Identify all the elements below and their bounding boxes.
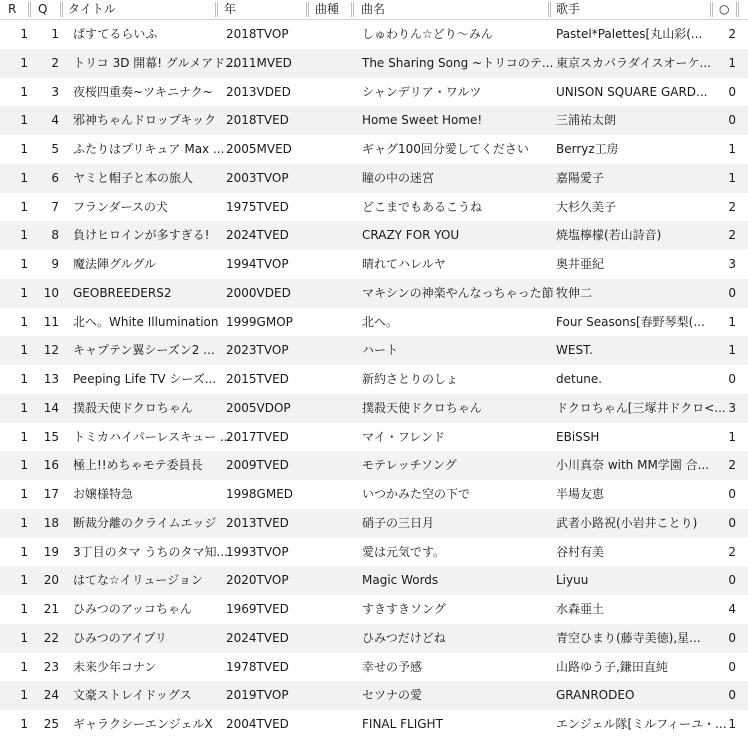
cell-year: 1978TVED [226,659,289,674]
cell-count: 2 [728,458,736,473]
cell-song: ひみつだけどね [362,630,446,645]
cell-count: 1 [728,55,736,70]
cell-song: 北へ。 [362,314,399,329]
cell-artist: 山路ゆう子,鎌田直純 [556,659,668,674]
table-row[interactable] [0,423,748,452]
cell-count: 0 [728,515,736,530]
cell-song: 硝子の三日月 [362,515,435,530]
cell-q: 7 [51,199,59,214]
table-row[interactable] [0,653,748,682]
cell-q: 15 [43,429,59,444]
cell-count: 2 [728,199,736,214]
cell-q: 1 [51,27,59,41]
cell-year: 2019TVOP [226,688,289,703]
header-q[interactable]: Q [38,2,48,16]
cell-song: 撲殺天使ドクロちゃん [362,400,482,415]
cell-artist: Berryz工房 [556,142,619,157]
cell-title: ふたりはプリキュア Max ... [73,142,225,157]
cell-count: 1 [728,142,736,157]
cell-count: 0 [728,573,736,588]
column-resize-handle[interactable] [306,2,309,17]
cell-artist: 谷村有美 [556,544,605,559]
column-resize-handle[interactable] [60,2,63,17]
cell-r: 1 [20,55,28,70]
cell-r: 1 [20,257,28,272]
cell-r: 1 [20,458,28,473]
header-song[interactable]: 曲名 [361,2,386,16]
column-resize-handle[interactable] [351,2,354,17]
cell-q: 4 [51,113,59,128]
cell-song: ハート [362,343,399,358]
cell-title: フランダースの犬 [73,199,168,214]
cell-r: 1 [20,717,28,732]
cell-count: 1 [728,717,736,732]
cell-song: Home Sweet Home! [362,113,483,128]
cell-r: 1 [20,343,28,358]
cell-song: セツナの愛 [362,688,423,703]
cell-r: 1 [20,659,28,674]
cell-title: 夜桜四重奏~ツキニナク~ [73,84,213,99]
cell-count: 0 [728,372,736,387]
cell-count: 2 [728,228,736,243]
cell-title: キャプテン翼シーズン2 ... [73,343,215,358]
cell-year: 2013VDED [226,84,291,99]
cell-count: 0 [728,630,736,645]
cell-song: マキシンの神楽やんなっちゃった節 [362,285,554,300]
cell-artist: Pastel*Palettes[丸山彩(... [556,27,703,41]
table-row[interactable] [0,164,748,193]
cell-song: Magic Words [362,573,439,588]
cell-artist: 水森亜土 [556,602,605,617]
cell-q: 22 [43,630,59,645]
cell-year: 1999GMOP [226,314,293,329]
cell-artist: 武者小路祝(小岩井ことり) [556,515,698,530]
cell-title: Peeping Life TV シーズ... [73,372,217,387]
cell-q: 23 [43,659,59,674]
table-row[interactable] [0,451,748,480]
header-r[interactable]: R [8,2,17,16]
cell-artist: detune. [556,372,603,387]
cell-q: 2 [51,55,59,70]
cell-r: 1 [20,142,28,157]
cell-artist: 半場友恵 [556,487,605,502]
cell-q: 24 [43,688,59,703]
cell-year: 2003TVOP [226,170,289,185]
cell-artist: 奥井亜紀 [556,257,605,272]
cell-title: ぱすてるらいふ [73,27,158,41]
cell-q: 18 [43,515,59,530]
cell-year: 1993TVOP [226,544,289,559]
cell-title: 北へ。White Illumination [73,314,219,329]
cell-year: 2013TVED [226,515,289,530]
cell-title: 撲殺天使ドクロちゃん [73,400,193,415]
cell-song: CRAZY FOR YOU [362,228,460,243]
cell-q: 6 [51,170,59,185]
table-row[interactable] [0,193,748,222]
table-row[interactable] [0,308,748,337]
cell-year: 2024TVED [226,630,289,645]
cell-song: しゅわりん☆どり～みん [362,27,493,41]
cell-r: 1 [20,487,28,502]
cell-title: トリコ 3D 開幕! グルメアド... [73,55,237,70]
header-title[interactable]: タイトル [68,2,116,16]
table-row[interactable] [0,509,748,538]
cell-title: トミカハイパーレスキュー ... [73,429,232,444]
cell-count: 4 [728,602,736,617]
cell-title: 邪神ちゃんドロップキック [73,113,217,128]
cell-title: ひみつのアイプリ [73,630,167,645]
cell-year: 2000VDED [226,285,291,300]
cell-r: 1 [20,515,28,530]
table-row[interactable] [0,394,748,423]
cell-artist: Liyuu [556,573,589,588]
cell-r: 1 [20,113,28,128]
cell-count: 1 [728,314,736,329]
column-resize-handle[interactable] [736,2,739,17]
cell-song: シャンデリア・ワルツ [362,84,482,99]
table-row[interactable] [0,624,748,653]
table-row[interactable] [0,365,748,394]
cell-artist: 嘉陽愛子 [556,170,605,185]
cell-song: The Sharing Song ~トリコのテ... [362,55,554,70]
cell-count: 1 [728,170,736,185]
cell-year: 2004TVED [226,717,289,732]
table-row[interactable] [0,106,748,135]
cell-q: 16 [43,458,59,473]
table-row[interactable] [0,221,748,250]
cell-q: 14 [43,400,59,415]
cell-count: 2 [728,27,736,41]
cell-title: 負けヒロインが多すぎる! [73,228,210,243]
cell-r: 1 [20,429,28,444]
cell-artist: 焼塩檸檬(若山詩音) [556,228,662,243]
cell-q: 19 [43,544,59,559]
cell-song: どこまでもあるこうね [362,199,483,214]
cell-r: 1 [20,314,28,329]
cell-year: 2017TVED [226,429,289,444]
cell-q: 20 [43,573,59,588]
cell-artist: ドクロちゃん[三塚井ドクロ<... [556,400,726,415]
cell-title: はてな☆イリュージョン [73,573,203,588]
cell-year: 2018TVED [226,113,289,128]
cell-title: 3丁目のタマ うちのタマ知... [73,544,228,559]
cell-title: ヤミと帽子と本の旅人 [73,170,194,185]
cell-r: 1 [20,544,28,559]
cell-year: 1969TVED [226,602,289,617]
cell-title: 極上!!めちゃモテ委員長 [73,458,203,473]
cell-r: 1 [20,400,28,415]
table-row[interactable] [0,681,748,710]
cell-title: 文豪ストレイドッグス [73,688,192,703]
cell-count: 2 [728,544,736,559]
cell-song: 幸せの予感 [362,659,423,674]
cell-song: 新約さとりのしょ [362,372,459,387]
cell-year: 2015TVED [226,372,289,387]
cell-song: マイ・フレンド [362,429,445,444]
cell-title: ひみつのアッコちゃん [73,602,192,617]
cell-q: 9 [51,257,59,272]
cell-q: 10 [43,285,59,300]
cell-q: 12 [43,343,59,358]
cell-year: 1994TVOP [226,257,289,272]
table-row[interactable] [0,135,748,164]
table-row[interactable] [0,279,748,308]
cell-title: お嬢様特急 [73,487,134,502]
header-type[interactable]: 曲種 [315,2,340,16]
column-resize-handle[interactable] [548,2,551,17]
cell-count: 0 [728,659,736,674]
cell-count: 1 [728,343,736,358]
cell-year: 2020TVOP [226,573,289,588]
cell-artist: UNISON SQUARE GARD... [556,84,708,99]
cell-year: 2018TVOP [226,27,289,41]
cell-artist: エンジェル隊[ミルフィーユ・... [556,717,727,732]
cell-song: 晴れてハレルヤ [362,257,446,272]
header-artist[interactable]: 歌手 [556,2,581,16]
cell-song: モテレッチソング [362,458,457,473]
cell-r: 1 [20,688,28,703]
cell-r: 1 [20,630,28,645]
cell-r: 1 [20,602,28,617]
cell-q: 17 [43,487,59,502]
cell-q: 13 [43,372,59,387]
grid-header [0,0,748,20]
table-row[interactable] [0,78,748,107]
cell-artist: 三浦祐太朗 [556,113,617,128]
cell-song: 愛は元気です。 [362,544,446,559]
cell-song: いつかみた空の下で [362,487,471,502]
cell-artist: 東京スカパラダイスオーケ... [556,55,711,70]
cell-q: 25 [43,717,59,732]
cell-r: 1 [20,27,28,41]
cell-song: すきすきソング [362,602,446,617]
cell-artist: 大杉久美子 [556,199,617,214]
column-resize-handle[interactable] [215,2,218,17]
cell-r: 1 [20,170,28,185]
cell-artist: 青空ひまり(藤寺美徳),星... [556,630,701,645]
table-row[interactable] [0,250,748,279]
cell-count: 0 [728,285,736,300]
cell-title: GEOBREEDERS2 [73,285,172,300]
cell-song: 瞳の中の迷宮 [362,170,435,185]
cell-artist: 小川真奈 with MM学園 合... [556,458,710,473]
cell-year: 2005VDOP [226,400,291,415]
cell-q: 3 [51,84,59,99]
cell-artist: 牧伸二 [556,285,593,300]
cell-artist: GRANRODEO [556,688,635,703]
cell-title: ギャラクシーエンジェルX [73,717,213,732]
cell-r: 1 [20,285,28,300]
table-row[interactable] [0,49,748,78]
cell-song: FINAL FLIGHT [362,717,443,732]
cell-title: 断裁分離のクライムエッジ [73,515,217,530]
cell-artist: EBiSSH [556,429,600,444]
cell-year: 2023TVOP [226,343,289,358]
table-row[interactable] [0,480,748,509]
cell-count: 0 [728,688,736,703]
cell-count: 0 [728,84,736,99]
cell-r: 1 [20,228,28,243]
cell-q: 11 [43,314,59,329]
table-row[interactable] [0,20,748,49]
cell-year: 2011MVED [226,55,292,70]
cell-song: ギャグ100回分愛してください [362,142,529,157]
cell-count: 0 [728,487,736,502]
cell-artist: WEST. [556,343,593,358]
cell-year: 1975TVED [226,199,289,214]
cell-q: 21 [43,602,59,617]
cell-year: 2005MVED [226,142,292,157]
cell-year: 2009TVED [226,458,289,473]
cell-title: 未来少年コナン [73,659,157,674]
column-resize-handle[interactable] [710,2,713,17]
cell-r: 1 [20,372,28,387]
cell-artist: Four Seasons[春野琴梨(... [556,314,705,329]
cell-r: 1 [20,573,28,588]
cell-q: 5 [51,142,59,157]
column-resize-handle[interactable] [28,2,31,17]
cell-year: 1998GMED [226,487,294,502]
cell-count: 3 [728,257,736,272]
cell-r: 1 [20,84,28,99]
table-row[interactable] [0,336,748,365]
cell-q: 8 [51,228,59,243]
cell-count: 0 [728,113,736,128]
cell-year: 2024TVED [226,228,289,243]
header-year[interactable]: 年 [224,2,237,16]
header-count[interactable]: ○ [719,2,730,16]
table-row[interactable] [0,566,748,595]
table-row[interactable] [0,538,748,567]
table-row[interactable] [0,710,748,739]
table-row[interactable] [0,595,748,624]
cell-r: 1 [20,199,28,214]
cell-count: 3 [728,400,736,415]
cell-title: 魔法陣グルグル [73,257,157,272]
cell-count: 1 [728,429,736,444]
